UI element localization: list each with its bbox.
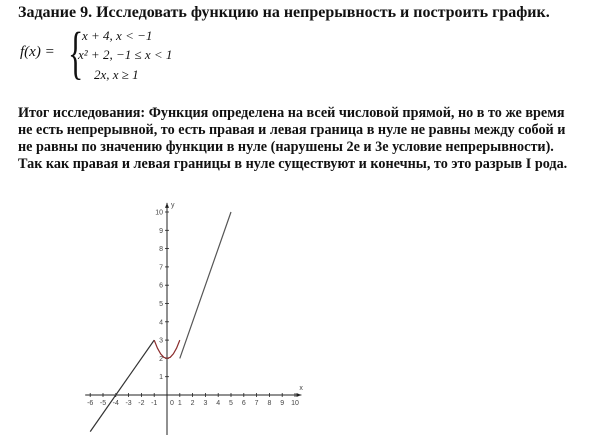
- x-tick-label: 4: [216, 400, 221, 407]
- x-tick-label: -3: [125, 400, 132, 407]
- x-tick-label: -1: [151, 400, 158, 407]
- x-tick-label: 1: [177, 400, 182, 407]
- case-1: x + 4, x < −1: [82, 28, 153, 43]
- x-tick-label: -6: [87, 400, 94, 407]
- x-tick-label: 9: [280, 400, 285, 407]
- summary-text: [18, 105, 593, 173]
- summary-line: не есть непрерывной, то есть правая и левая граница в нуле не равны между собой и: [18, 122, 566, 138]
- x-tick-label: 6: [241, 400, 246, 407]
- case-2: x² + 2, −1 ≤ x < 1: [78, 47, 173, 62]
- summary-line: не равны по значению функции в нуле (нарушены 2е и 3е условие непрерывности).: [18, 139, 554, 155]
- summary-line: Так как правая и левая границы в нуле существуют и конечны, то это разрыв I рода.: [18, 156, 568, 172]
- graph-svg: [0, 180, 600, 435]
- y-tick-label: 1: [159, 374, 163, 382]
- y-tick-label: 5: [159, 301, 163, 308]
- function-definition: [18, 20, 218, 86]
- series-line-1: [90, 340, 154, 432]
- summary-line: Итог исследования: Функция определена на всей числовой прямой, но в то же время: [18, 105, 565, 121]
- y-tick-label: 2: [159, 355, 163, 363]
- series-line-3: [180, 212, 231, 358]
- x-tick-label: 8: [267, 400, 272, 407]
- y-axis-arrow: [165, 203, 169, 208]
- x-axis-arrow: [296, 393, 301, 397]
- x-tick-label: -4: [112, 400, 119, 407]
- x-axis-label: x: [299, 385, 303, 392]
- x-tick-label: -2: [138, 400, 145, 407]
- piecewise-brace: {: [68, 20, 84, 85]
- y-axis-label: y: [171, 201, 175, 209]
- function-name: f(x) =: [20, 44, 55, 60]
- x-tick-label: 5: [229, 400, 233, 407]
- case-3: 2x, x ≥ 1: [94, 67, 139, 82]
- y-tick-label: 10: [155, 209, 163, 217]
- origin-label: 0: [170, 400, 174, 407]
- x-tick-label: 3: [203, 400, 208, 407]
- y-tick-label: 7: [159, 264, 163, 272]
- x-tick-label: 7: [254, 400, 259, 407]
- y-tick-label: 3: [159, 337, 163, 345]
- x-tick-label: 10: [291, 400, 299, 407]
- function-graph: [0, 180, 600, 435]
- y-tick-label: 9: [159, 227, 163, 235]
- x-tick-label: 2: [190, 400, 195, 407]
- y-tick-label: 4: [159, 319, 163, 327]
- y-tick-label: 6: [159, 282, 163, 290]
- task-title: Задание 9. Исследовать функцию на непрерывность и построить график.: [18, 4, 550, 21]
- x-tick-label: -5: [99, 400, 107, 407]
- y-tick-label: 8: [159, 246, 163, 254]
